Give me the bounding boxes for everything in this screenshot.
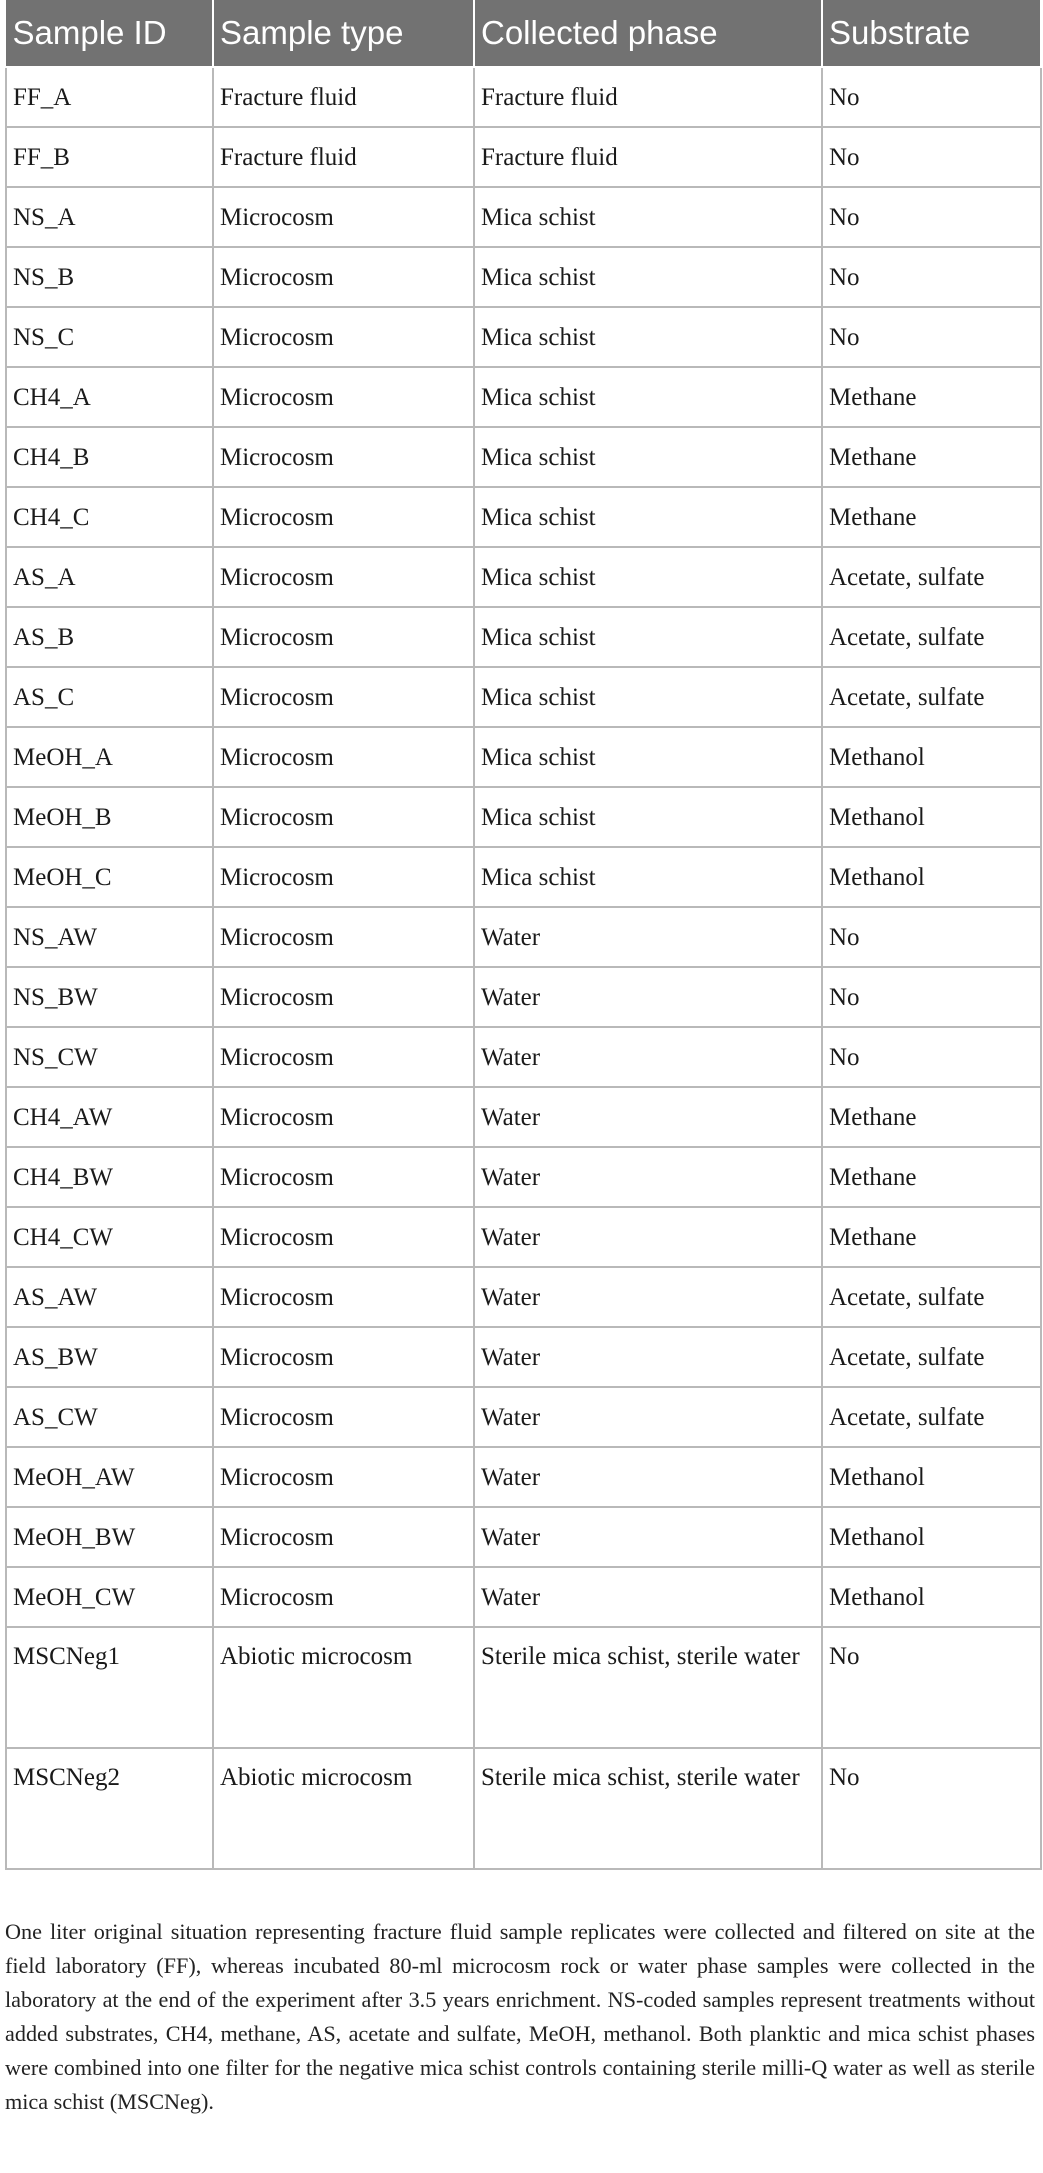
- table-row: [6, 127, 1041, 187]
- sample-id-cell: CH4_B: [6, 427, 213, 487]
- table-row: [6, 1147, 1041, 1207]
- sample-id-cell: AS_C: [6, 667, 213, 727]
- collected-phase-cell: Mica schist: [474, 847, 822, 907]
- substrate-cell: No: [822, 907, 1041, 967]
- collected-phase-cell: Sterile mica schist, sterile water: [474, 1748, 822, 1869]
- table-row: [6, 307, 1041, 367]
- sample-type-cell: Microcosm: [213, 187, 474, 247]
- table-row: [6, 1748, 1041, 1869]
- collected-phase-cell: Water: [474, 967, 822, 1027]
- header-sample-id: Sample ID: [6, 0, 213, 67]
- collected-phase-cell: Water: [474, 1027, 822, 1087]
- substrate-cell: Acetate, sulfate: [822, 1387, 1041, 1447]
- sample-type-cell: Microcosm: [213, 1207, 474, 1267]
- collected-phase-cell: Water: [474, 1567, 822, 1627]
- sample-id-cell: FF_B: [6, 127, 213, 187]
- sample-type-cell: Microcosm: [213, 787, 474, 847]
- sample-type-cell: Microcosm: [213, 667, 474, 727]
- substrate-cell: Methanol: [822, 1447, 1041, 1507]
- table-row: [6, 487, 1041, 547]
- table-row: [6, 427, 1041, 487]
- sample-type-cell: Microcosm: [213, 367, 474, 427]
- substrate-cell: Methanol: [822, 1507, 1041, 1567]
- sample-id-cell: MSCNeg2: [6, 1748, 213, 1869]
- substrate-cell: Acetate, sulfate: [822, 1267, 1041, 1327]
- collected-phase-cell: Mica schist: [474, 787, 822, 847]
- sample-id-cell: MeOH_A: [6, 727, 213, 787]
- table-row: [6, 847, 1041, 907]
- table-row: [6, 787, 1041, 847]
- table-row: [6, 1027, 1041, 1087]
- collected-phase-cell: Water: [474, 1087, 822, 1147]
- sample-type-cell: Microcosm: [213, 427, 474, 487]
- table-row: [6, 967, 1041, 1027]
- sample-type-cell: Fracture fluid: [213, 67, 474, 127]
- substrate-cell: No: [822, 67, 1041, 127]
- sample-type-cell: Microcosm: [213, 1027, 474, 1087]
- sample-id-cell: NS_C: [6, 307, 213, 367]
- sample-id-cell: NS_BW: [6, 967, 213, 1027]
- substrate-cell: Methane: [822, 487, 1041, 547]
- sample-id-cell: CH4_C: [6, 487, 213, 547]
- collected-phase-cell: Mica schist: [474, 367, 822, 427]
- sample-id-cell: CH4_AW: [6, 1087, 213, 1147]
- substrate-cell: Methanol: [822, 1567, 1041, 1627]
- sample-type-cell: Microcosm: [213, 1387, 474, 1447]
- sample-type-cell: Microcosm: [213, 1087, 474, 1147]
- collected-phase-cell: Sterile mica schist, sterile water: [474, 1627, 822, 1748]
- header-substrate: Substrate: [822, 0, 1041, 67]
- sample-type-cell: Microcosm: [213, 547, 474, 607]
- table-row: [6, 727, 1041, 787]
- collected-phase-cell: Water: [474, 907, 822, 967]
- sample-type-cell: Microcosm: [213, 1567, 474, 1627]
- sample-id-cell: AS_CW: [6, 1387, 213, 1447]
- collected-phase-cell: Mica schist: [474, 547, 822, 607]
- substrate-cell: No: [822, 1748, 1041, 1869]
- substrate-cell: Acetate, sulfate: [822, 1327, 1041, 1387]
- sample-id-cell: CH4_BW: [6, 1147, 213, 1207]
- sample-type-cell: Abiotic microcosm: [213, 1748, 474, 1869]
- collected-phase-cell: Water: [474, 1447, 822, 1507]
- collected-phase-cell: Fracture fluid: [474, 127, 822, 187]
- table-row: [6, 1507, 1041, 1567]
- collected-phase-cell: Fracture fluid: [474, 67, 822, 127]
- sample-id-cell: CH4_CW: [6, 1207, 213, 1267]
- collected-phase-cell: Water: [474, 1327, 822, 1387]
- sample-id-cell: MeOH_CW: [6, 1567, 213, 1627]
- sample-type-cell: Microcosm: [213, 247, 474, 307]
- collected-phase-cell: Water: [474, 1507, 822, 1567]
- sample-id-cell: AS_B: [6, 607, 213, 667]
- substrate-cell: No: [822, 967, 1041, 1027]
- sample-type-cell: Microcosm: [213, 1267, 474, 1327]
- sample-type-cell: Microcosm: [213, 1147, 474, 1207]
- samples-table: [5, 0, 1042, 1870]
- sample-type-cell: Microcosm: [213, 307, 474, 367]
- sample-type-cell: Microcosm: [213, 727, 474, 787]
- table-row: [6, 667, 1041, 727]
- sample-id-cell: NS_CW: [6, 1027, 213, 1087]
- substrate-cell: Acetate, sulfate: [822, 667, 1041, 727]
- sample-type-cell: Microcosm: [213, 847, 474, 907]
- sample-id-cell: NS_A: [6, 187, 213, 247]
- header-collected-phase: Collected phase: [474, 0, 822, 67]
- table-row: [6, 907, 1041, 967]
- substrate-cell: No: [822, 1627, 1041, 1748]
- sample-id-cell: AS_A: [6, 547, 213, 607]
- sample-id-cell: MeOH_B: [6, 787, 213, 847]
- sample-id-cell: NS_AW: [6, 907, 213, 967]
- substrate-cell: Methane: [822, 1147, 1041, 1207]
- sample-type-cell: Microcosm: [213, 487, 474, 547]
- sample-id-cell: MeOH_BW: [6, 1507, 213, 1567]
- table-row: [6, 1327, 1041, 1387]
- sample-type-cell: Abiotic microcosm: [213, 1627, 474, 1748]
- sample-type-cell: Microcosm: [213, 607, 474, 667]
- collected-phase-cell: Water: [474, 1267, 822, 1327]
- sample-id-cell: MSCNeg1: [6, 1627, 213, 1748]
- sample-id-cell: MeOH_C: [6, 847, 213, 907]
- table-row: [6, 367, 1041, 427]
- substrate-cell: Acetate, sulfate: [822, 607, 1041, 667]
- substrate-cell: Methane: [822, 427, 1041, 487]
- sample-type-cell: Microcosm: [213, 1327, 474, 1387]
- sample-id-cell: FF_A: [6, 67, 213, 127]
- substrate-cell: No: [822, 187, 1041, 247]
- table-row: [6, 607, 1041, 667]
- table-row: [6, 247, 1041, 307]
- collected-phase-cell: Mica schist: [474, 667, 822, 727]
- sample-id-cell: CH4_A: [6, 367, 213, 427]
- table-row: [6, 67, 1041, 127]
- header-row: [6, 0, 1041, 67]
- sample-type-cell: Microcosm: [213, 907, 474, 967]
- substrate-cell: Methanol: [822, 847, 1041, 907]
- collected-phase-cell: Mica schist: [474, 187, 822, 247]
- sample-id-cell: MeOH_AW: [6, 1447, 213, 1507]
- table-header: [6, 0, 1041, 67]
- table-footnote: One liter original situation representing fracture fluid sample replicates were collected and filtered on site at the field laboratory (FF), whereas incubated 80-ml microcosm rock or water phase samples were collected in the laboratory at the end of the experiment after 3.5 years enrichment. NS-coded samples represent treatments without added substrates, CH4, methane, AS, acetate and sulfate, MeOH, methanol. Both planktic and mica schist phases were combined into one filter for the negative mica schist controls containing sterile milli-Q water as well as sterile mica schist (MSCNeg).: [5, 1919, 1035, 2114]
- substrate-cell: Methane: [822, 1087, 1041, 1147]
- substrate-cell: No: [822, 307, 1041, 367]
- substrate-cell: Methanol: [822, 787, 1041, 847]
- table-body: [6, 67, 1041, 1869]
- substrate-cell: Acetate, sulfate: [822, 547, 1041, 607]
- substrate-cell: No: [822, 247, 1041, 307]
- sample-id-cell: NS_B: [6, 247, 213, 307]
- collected-phase-cell: Mica schist: [474, 727, 822, 787]
- sample-id-cell: AS_AW: [6, 1267, 213, 1327]
- substrate-cell: Methanol: [822, 727, 1041, 787]
- table-row: [6, 1627, 1041, 1748]
- table-row: [6, 1087, 1041, 1147]
- header-sample-type: Sample type: [213, 0, 474, 67]
- substrate-cell: Methane: [822, 1207, 1041, 1267]
- table-row: [6, 1267, 1041, 1327]
- table-row: [6, 1567, 1041, 1627]
- collected-phase-cell: Mica schist: [474, 607, 822, 667]
- sample-type-cell: Microcosm: [213, 967, 474, 1027]
- table-row: [6, 547, 1041, 607]
- substrate-cell: No: [822, 127, 1041, 187]
- substrate-cell: Methane: [822, 367, 1041, 427]
- table-row: [6, 1447, 1041, 1507]
- collected-phase-cell: Mica schist: [474, 427, 822, 487]
- sample-id-cell: AS_BW: [6, 1327, 213, 1387]
- substrate-cell: No: [822, 1027, 1041, 1087]
- collected-phase-cell: Mica schist: [474, 247, 822, 307]
- table-row: [6, 1207, 1041, 1267]
- collected-phase-cell: Mica schist: [474, 307, 822, 367]
- sample-type-cell: Microcosm: [213, 1507, 474, 1567]
- collected-phase-cell: Water: [474, 1387, 822, 1447]
- table-row: [6, 187, 1041, 247]
- collected-phase-cell: Mica schist: [474, 487, 822, 547]
- sample-type-cell: Fracture fluid: [213, 127, 474, 187]
- collected-phase-cell: Water: [474, 1147, 822, 1207]
- table-container: [5, 0, 1040, 1870]
- collected-phase-cell: Water: [474, 1207, 822, 1267]
- sample-type-cell: Microcosm: [213, 1447, 474, 1507]
- table-row: [6, 1387, 1041, 1447]
